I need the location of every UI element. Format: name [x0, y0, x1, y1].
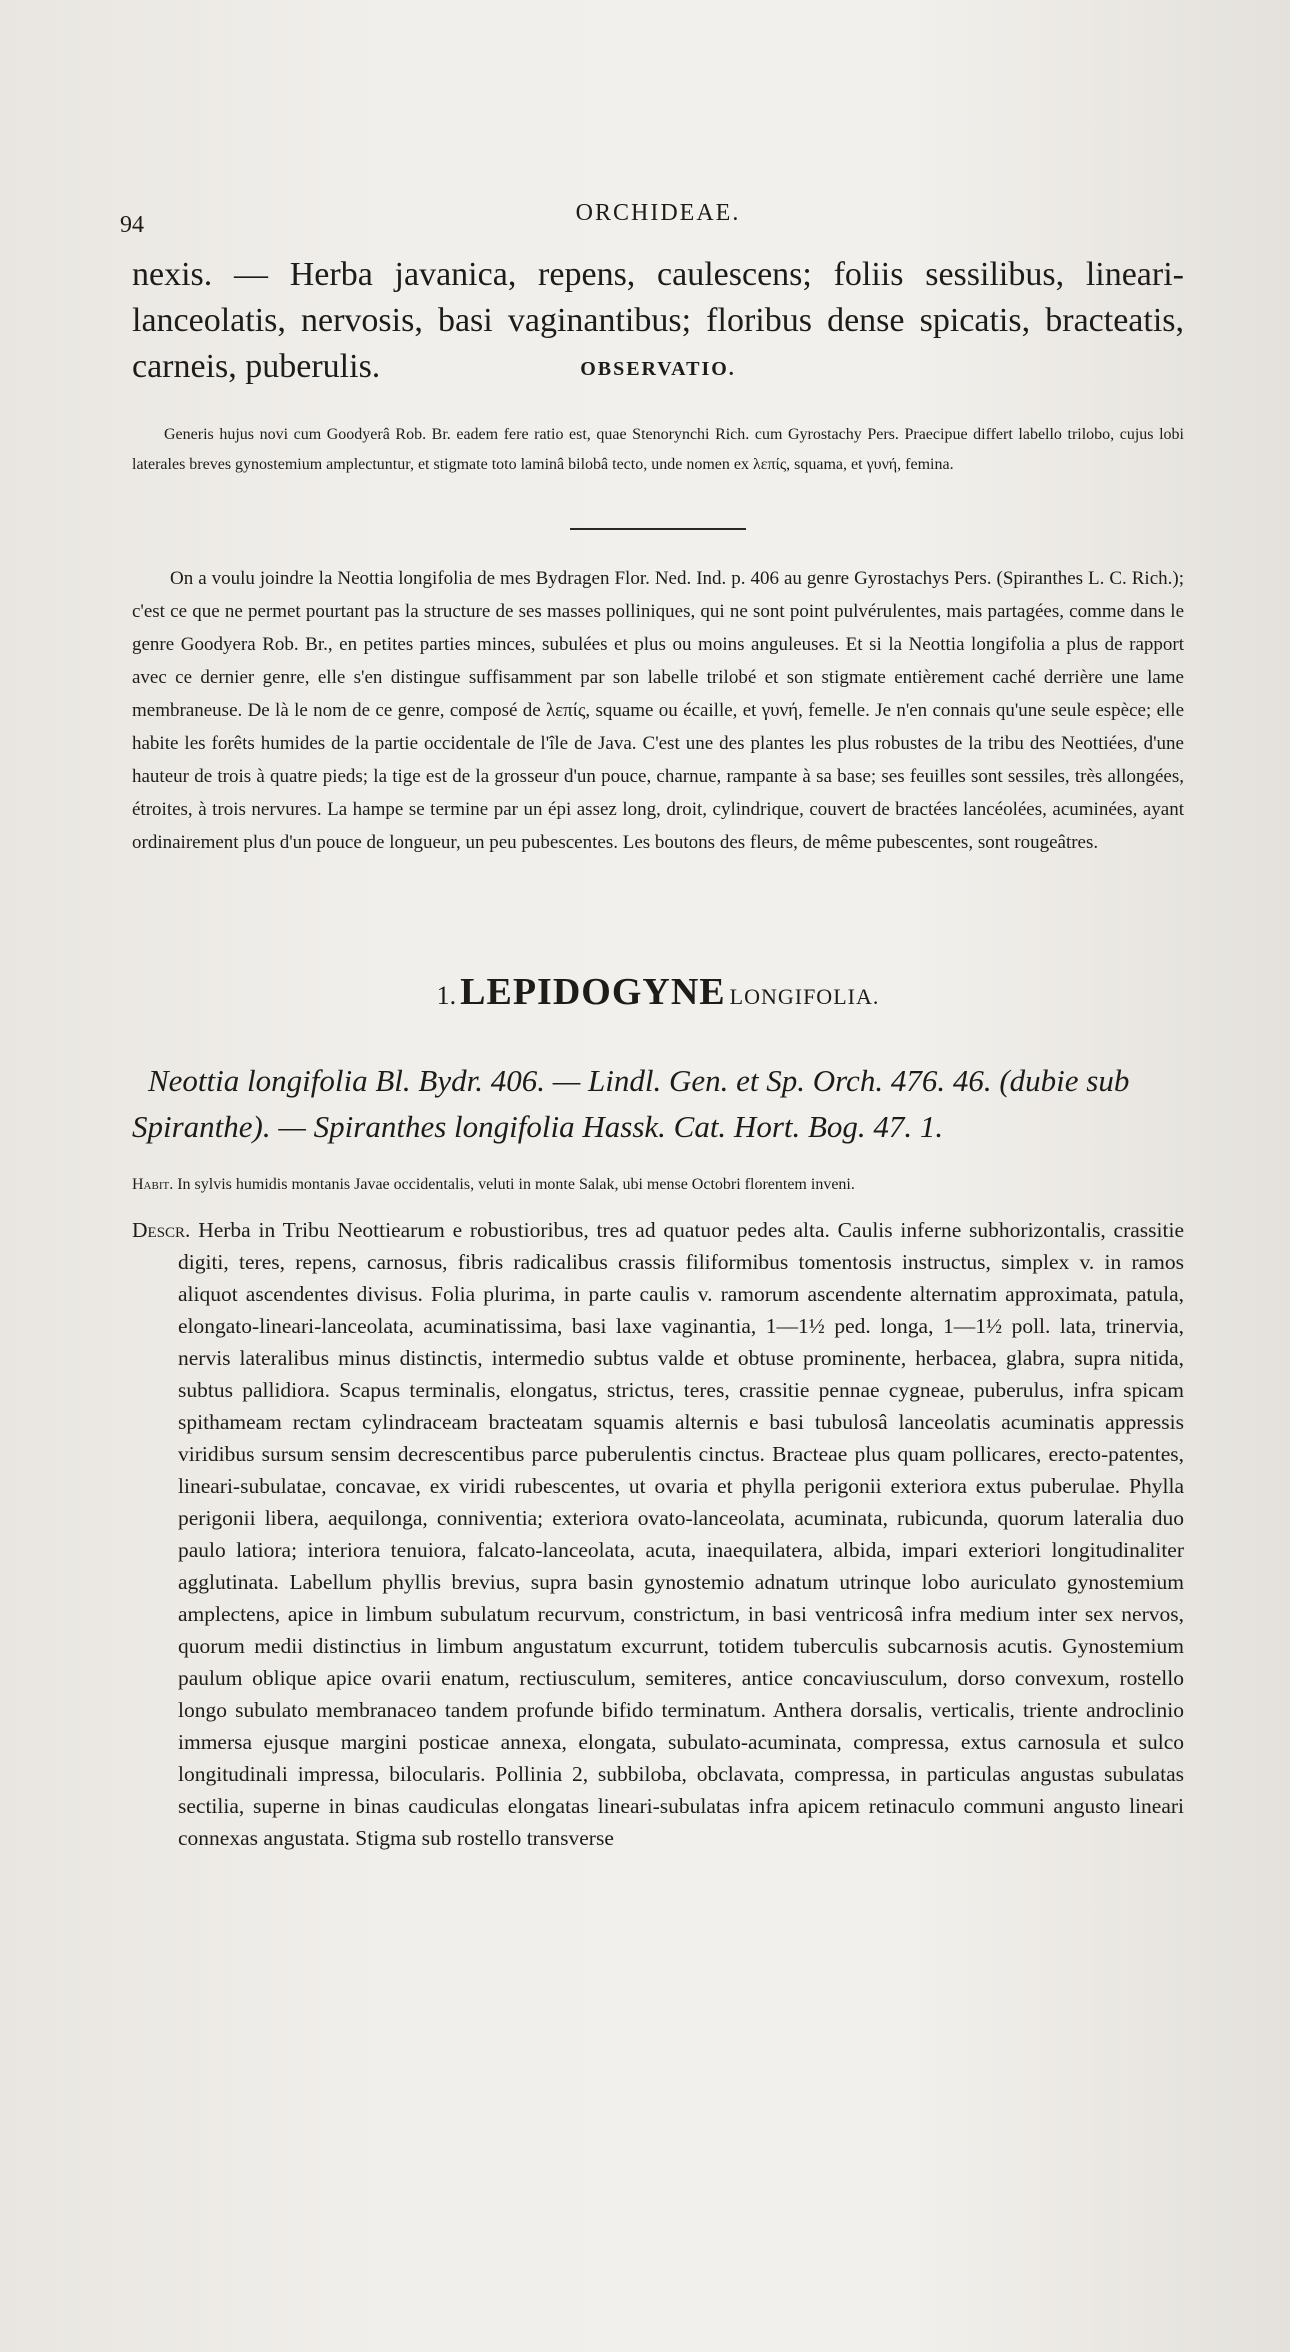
habitat-text: In sylvis humidis montanis Javae occidentalis, veluti in monte Salak, ubi mense Octobri florentem inveni. [177, 1176, 855, 1193]
running-title: ORCHIDEAE. [575, 200, 741, 226]
species-genus: LEPIDOGYNE [460, 971, 726, 1013]
species-heading [132, 970, 1184, 1014]
intro-paragraph: nexis. — Herba javanica, repens, caulescens; foliis sessilibus, lineari-lanceolatis, nervosis, basi vaginantibus; floribus dense spicatis, bracteatis, carneis, puberulis. [132, 256, 1184, 385]
observatio-heading: OBSERVATIO. [580, 358, 736, 380]
synonymy-paragraph: Neottia longifolia Bl. Bydr. 406. — Lindl. Gen. et Sp. Orch. 476. 46. (dubie sub Spiranthe). — Spiranthes longifolia Hassk. Cat. Hort. Bog. 47. 1. [132, 1063, 1130, 1144]
page-number: 94 [120, 212, 144, 238]
section-divider [570, 528, 746, 530]
french-paragraph: On a voulu joindre la Neottia longifolia de mes Bydragen Flor. Ned. Ind. p. 406 au genre Gyrostachys Pers. (Spiranthes L. C. Rich.); c'est ce que ne permet pourtant pas la structure de ses masses polliniques, qui ne sont point pulvérulentes, mais partagées, comme dans le genre Goodyera Rob. Br., en petites parties minces, subulées et plus ou moins anguleuses. Et si la Neottia longifolia a plus de rapport avec ce dernier genre, elle s'en distingue suffisamment par son labelle trilobé et son stigmate entièrement caché derrière une lame membraneuse. De là le nom de ce genre, composé de λεπίς, squame ou écaille, et γυνή, femelle. Je n'en connais qu'une seule espèce; elle habite les forêts humides de la partie occidentale de l'île de Java. C'est une des plantes les plus robustes de la tribu des Neottiées, d'une hauteur de trois à quatre pieds; la tige est de la grosseur d'un pouce, charnue, rampante à sa base; ses feuilles sont sessiles, très allongées, étroites, à trois nervures. La hampe se termine par un épi assez long, droit, cylindrique, couvert de bractées lancéolées, acuminées, ayant ordinairement plus d'un pouce de longueur, un peu pubescentes. Les boutons des fleurs, de même pubescentes, sont rougeâtres. [132, 568, 1184, 853]
description-text: Herba in Tribu Neottiearum e robustioribus, tres ad quatuor pedes alta. Caulis inferne subhorizontalis, crassitie digiti, teres, repens, carnosus, fibris radicalibus crassis filiformibus tomentosis instructus, simplex v. in ramos aliquot ascendentes divisus. Folia plurima, in parte caulis v. ramorum ascendente alternatim approximata, patula, elongato-lineari-lanceolata, acuminatissima, basi laxe vaginantia, 1—1½ ped. longa, 1—1½ poll. lata, trinervia, nervis lateralibus minus distinctis, intermedio subtus valde et obtuse prominente, herbacea, glabra, supra nitida, subtus pallidiora. Scapus terminalis, elongatus, strictus, teres, crassitie pennae cygneae, puberulus, infra spicam spithameam rectam cylindraceam bracteatam squamis alternis e basi tubulosâ lanceolatis acuminatis appressis viridibus sursum sensim decrescentibus parce puberulentis cinctus. Bracteae plus quam pollicares, erecto-patentes, lineari-subulatae, concavae, ex viridi rubescentes, ut ovaria et phylla perigonii exteriora extus puberulae. Phylla perigonii libera, aequilonga, conniventia; exteriora ovato-lanceolata, acuminata, rubicunda, quorum lateralia duo paulo latiora; interiora tenuiora, falcato-lanceolata, acuta, inaequilatera, albida, impari exteriori longitudinaliter agglutinata. Labellum phyllis brevius, supra basin gynostemio adnatum utrinque lobo auriculato gynostemium amplectens, apice in limbum subulatum recurvum, constrictum, in basi ventricosâ infra medium inter sex nervos, quorum medii distinctius in limbum angustatum excurrunt, totidem tuberculis subcarnosis acutis. Gynostemium paulum oblique apice ovarii enatum, rectiusculum, semiteres, antice concaviusculum, dorso convexum, rostello longo subulato membranaceo tandem profunde bifido terminatum. Anthera dorsalis, verticalis, triente androclinio immersa ejusque margini posticae annexa, elongata, subulato-acuminata, compressa, extus carnosula et sulco longitudinali impressa, bilocularis. Pollinia 2, subbiloba, obclavata, compressa, in particulas angustas subulatas sectilia, superne in binas caudiculas elongatas lineari-subulatas infra apicem retinaculo communi angusto lineari connexas angustata. Stigma sub rostello transverse [178, 1218, 1184, 1850]
habitat-paragraph [132, 1172, 1184, 1198]
species-number: 1. [436, 981, 457, 1010]
description-paragraph [132, 1214, 1184, 1854]
habitat-label: Habit. [132, 1176, 174, 1193]
species-epithet: LONGIFOLIA. [729, 984, 880, 1009]
observatio-paragraph: Generis hujus novi cum Goodyerâ Rob. Br. eadem fere ratio est, quae Stenorynchi Rich. cum Gyrostachy Pers. Praecipue differt labello trilobo, cujus lobi laterales breves gynostemium amplectuntur, et stigmate toto laminâ bilobâ tecto, unde nomen ex λεπίς, squama, et γυνή, femina. [132, 426, 1184, 473]
description-label: Descr. [132, 1218, 191, 1242]
